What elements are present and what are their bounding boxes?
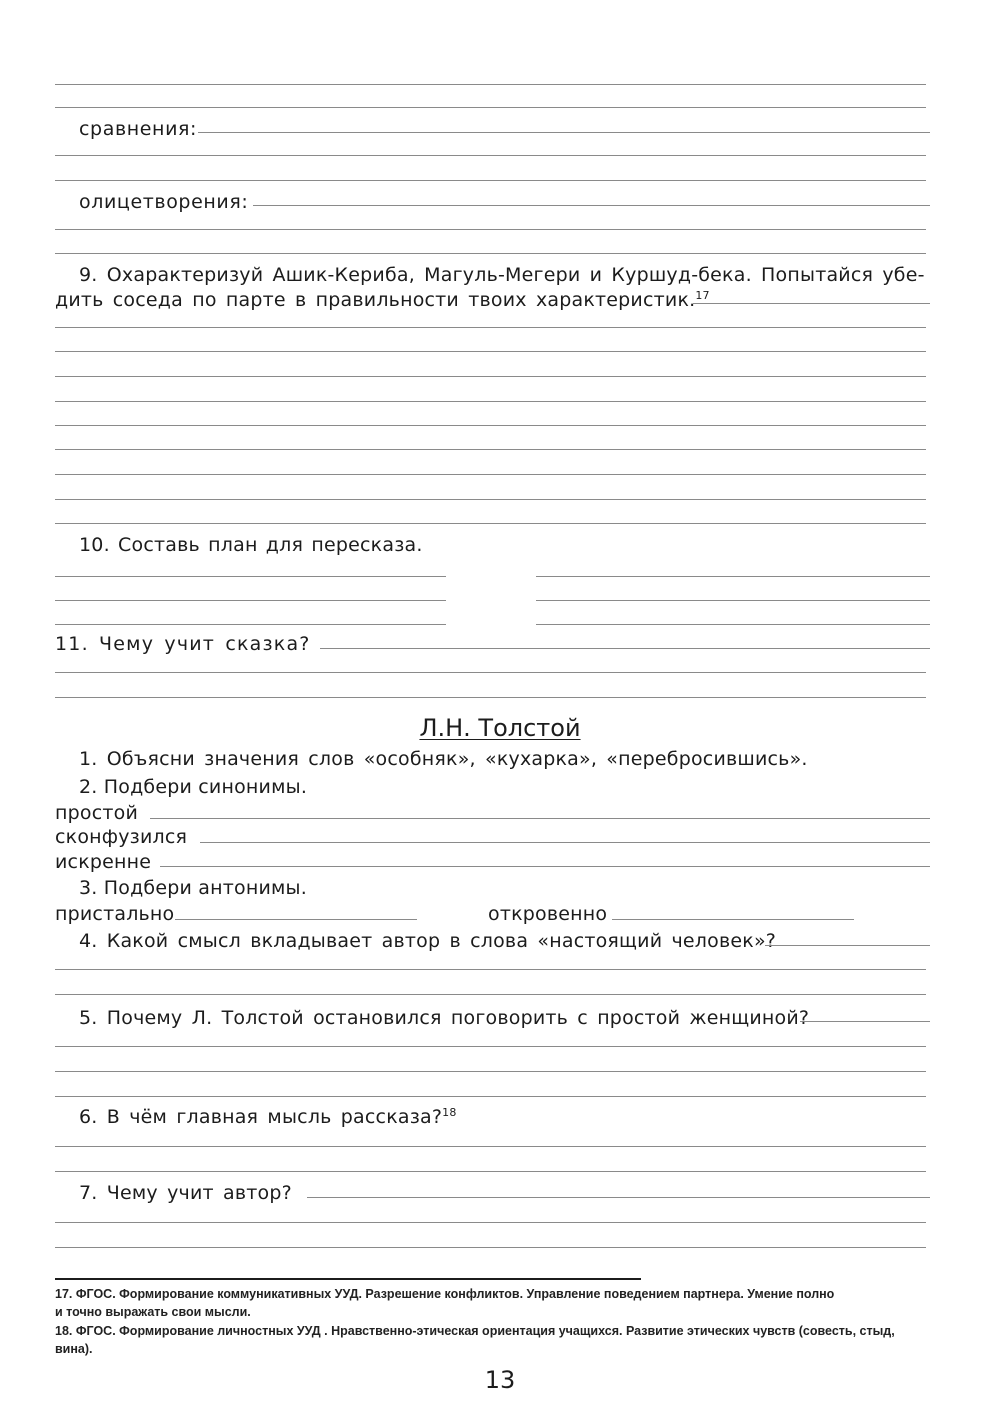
synonym-word-simple: простой: [55, 802, 138, 824]
answer-line[interactable]: [55, 523, 926, 524]
antonym-answer-line[interactable]: [612, 919, 854, 920]
answer-line[interactable]: [55, 229, 926, 230]
tolstoy-question-4: 4. Какой смысл вкладывает автор в слова «настоящий человек»?: [79, 930, 777, 952]
answer-line[interactable]: [55, 180, 926, 181]
question-4-answer-line[interactable]: [765, 945, 930, 946]
answer-line[interactable]: [55, 697, 926, 698]
answer-line[interactable]: [55, 351, 926, 352]
answer-line[interactable]: [55, 401, 926, 402]
plan-line-left[interactable]: [55, 600, 446, 601]
comparisons-answer-line[interactable]: [198, 132, 930, 133]
answer-line[interactable]: [55, 474, 926, 475]
plan-line-left[interactable]: [55, 576, 446, 577]
answer-line[interactable]: [55, 84, 926, 85]
answer-line[interactable]: [55, 672, 926, 673]
plan-line-right[interactable]: [536, 600, 930, 601]
answer-line[interactable]: [55, 253, 926, 254]
footnote-separator: [55, 1278, 641, 1280]
answer-line[interactable]: [55, 376, 926, 377]
plan-line-left[interactable]: [55, 624, 446, 625]
answer-line[interactable]: [55, 1222, 926, 1223]
answer-line[interactable]: [55, 499, 926, 500]
tolstoy-question-2: 2. Подбери синонимы.: [79, 776, 308, 798]
answer-line[interactable]: [55, 425, 926, 426]
answer-line[interactable]: [55, 155, 926, 156]
tolstoy-question-1: 1. Объясни значения слов «особняк», «кухарка», «перебросившись».: [79, 748, 808, 770]
synonym-word-embarrassed: сконфузился: [55, 826, 188, 848]
answer-line[interactable]: [55, 449, 926, 450]
question-9-answer-line[interactable]: [693, 303, 930, 304]
tolstoy-question-6: 6. В чём главная мысль рассказа?$^{18}$: [79, 1106, 457, 1128]
antonym-answer-line[interactable]: [175, 919, 417, 920]
question-9-line-1: 9. Охарактеризуй Ашик-Кериба, Магуль-Мегери и Куршуд-бека. Попытайся убе-: [79, 264, 925, 286]
answer-line[interactable]: [55, 107, 926, 108]
footnote-17-line-1: 17. ФГОС. Формирование коммуникативных УУД. Разрешение конфликтов. Управление поведением партнера. Умение полно: [55, 1287, 835, 1301]
tolstoy-question-3: 3. Подбери антонимы.: [79, 877, 307, 899]
answer-line[interactable]: [55, 327, 926, 328]
question-9-line-2: дить соседа по парте в правильности твоих характеристик.$^{17}$: [55, 289, 710, 311]
answer-line[interactable]: [55, 1046, 926, 1047]
answer-line[interactable]: [55, 1171, 926, 1172]
answer-line[interactable]: [55, 1071, 926, 1072]
question-7-answer-line[interactable]: [307, 1197, 930, 1198]
synonym-answer-line[interactable]: [160, 866, 930, 867]
personifications-answer-line[interactable]: [253, 205, 930, 206]
question-11-answer-line[interactable]: [320, 648, 930, 649]
synonym-word-sincerely: искренне: [55, 851, 152, 873]
antonym-word-intently: пристально: [55, 903, 175, 925]
answer-line[interactable]: [55, 1146, 926, 1147]
question-5-answer-line[interactable]: [800, 1021, 930, 1022]
plan-line-right[interactable]: [536, 576, 930, 577]
question-10: 10. Составь план для пересказа.: [79, 534, 423, 556]
personifications-prompt: олицетворения:: [79, 191, 249, 213]
tolstoy-question-5: 5. Почему Л. Толстой остановился поговорить с простой женщиной?: [79, 1007, 810, 1029]
page-number: 13: [484, 1366, 516, 1394]
section-heading-tolstoy: Л.Н. Толстой: [419, 714, 581, 742]
answer-line[interactable]: [55, 969, 926, 970]
antonym-word-frankly: откровенно: [488, 903, 608, 925]
answer-line[interactable]: [55, 994, 926, 995]
answer-line[interactable]: [55, 1096, 926, 1097]
footnote-ref-18: 18: [442, 1106, 457, 1119]
plan-line-right[interactable]: [536, 624, 930, 625]
synonym-answer-line[interactable]: [200, 842, 930, 843]
footnote-ref-17: 17: [695, 289, 710, 302]
tolstoy-question-7: 7. Чему учит автор?: [79, 1182, 292, 1204]
synonym-answer-line[interactable]: [150, 818, 930, 819]
question-11: 11. Чему учит сказка?: [55, 633, 311, 655]
answer-line[interactable]: [55, 1247, 926, 1248]
footnote-17-line-2: и точно выражать свои мысли.: [55, 1305, 251, 1319]
footnote-18: 18. ФГОС. Формирование личностных УУД . Нравственно-этическая ориентация учащихся. Развитие этических чувств (совесть, стыд, вина).: [55, 1324, 895, 1356]
comparisons-prompt: сравнения:: [79, 118, 198, 140]
